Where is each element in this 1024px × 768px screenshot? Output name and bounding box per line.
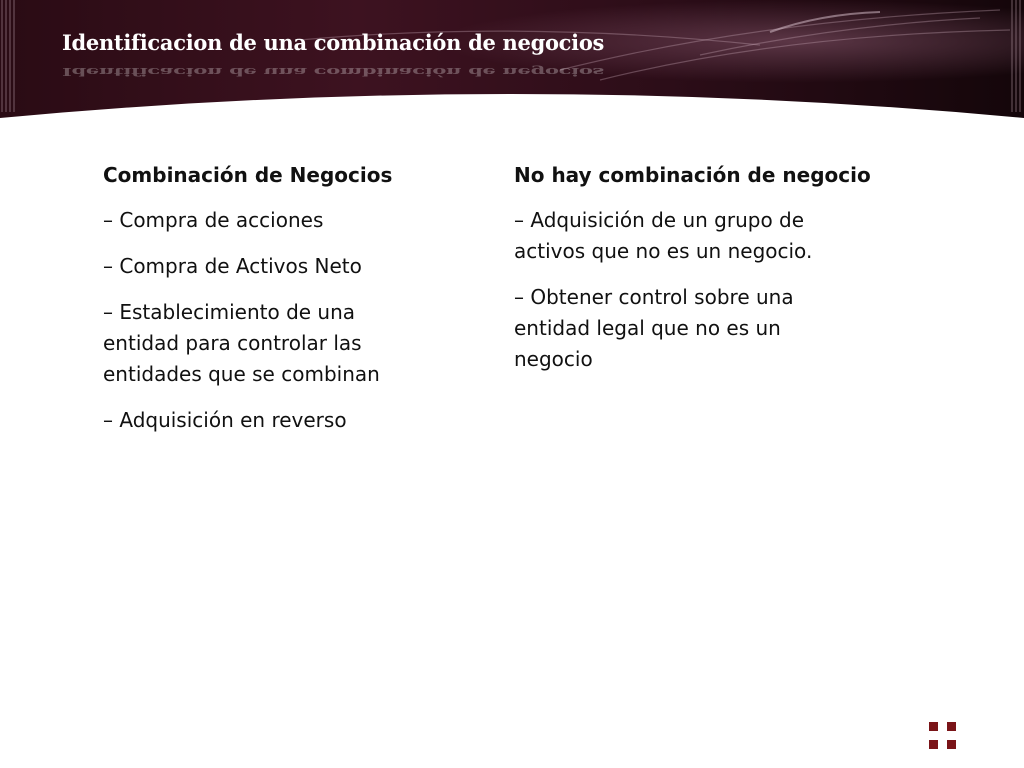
title-wrap [62, 30, 762, 100]
title-reflection: Identificacion de una combinación de negocios [62, 65, 605, 79]
list-item: – Establecimiento de una entidad para controlar las entidades que se combinan [103, 300, 380, 386]
logo-square [929, 722, 938, 731]
logo-square [929, 740, 938, 749]
left-column [103, 160, 413, 451]
right-column [514, 160, 871, 390]
list-item: – Adquisición en reverso [103, 408, 347, 432]
slide-title: Identificacion de una combinación de negocios [62, 30, 605, 55]
left-column-list [103, 205, 413, 436]
list-item: – Obtener control sobre una entidad legal que no es un negocio [514, 285, 794, 371]
corner-logo-icon [929, 722, 959, 752]
logo-square [947, 740, 956, 749]
list-item: – Adquisición de un grupo de activos que no es un negocio. [514, 208, 813, 263]
list-item: – Compra de Activos Neto [103, 254, 362, 278]
left-column-heading: Combinación de Negocios [103, 163, 393, 187]
logo-square [947, 722, 956, 731]
right-column-heading: No hay combinación de negocio [514, 163, 871, 187]
right-column-list [514, 205, 859, 375]
header-banner [0, 0, 1024, 120]
list-item: – Compra de acciones [103, 208, 324, 232]
